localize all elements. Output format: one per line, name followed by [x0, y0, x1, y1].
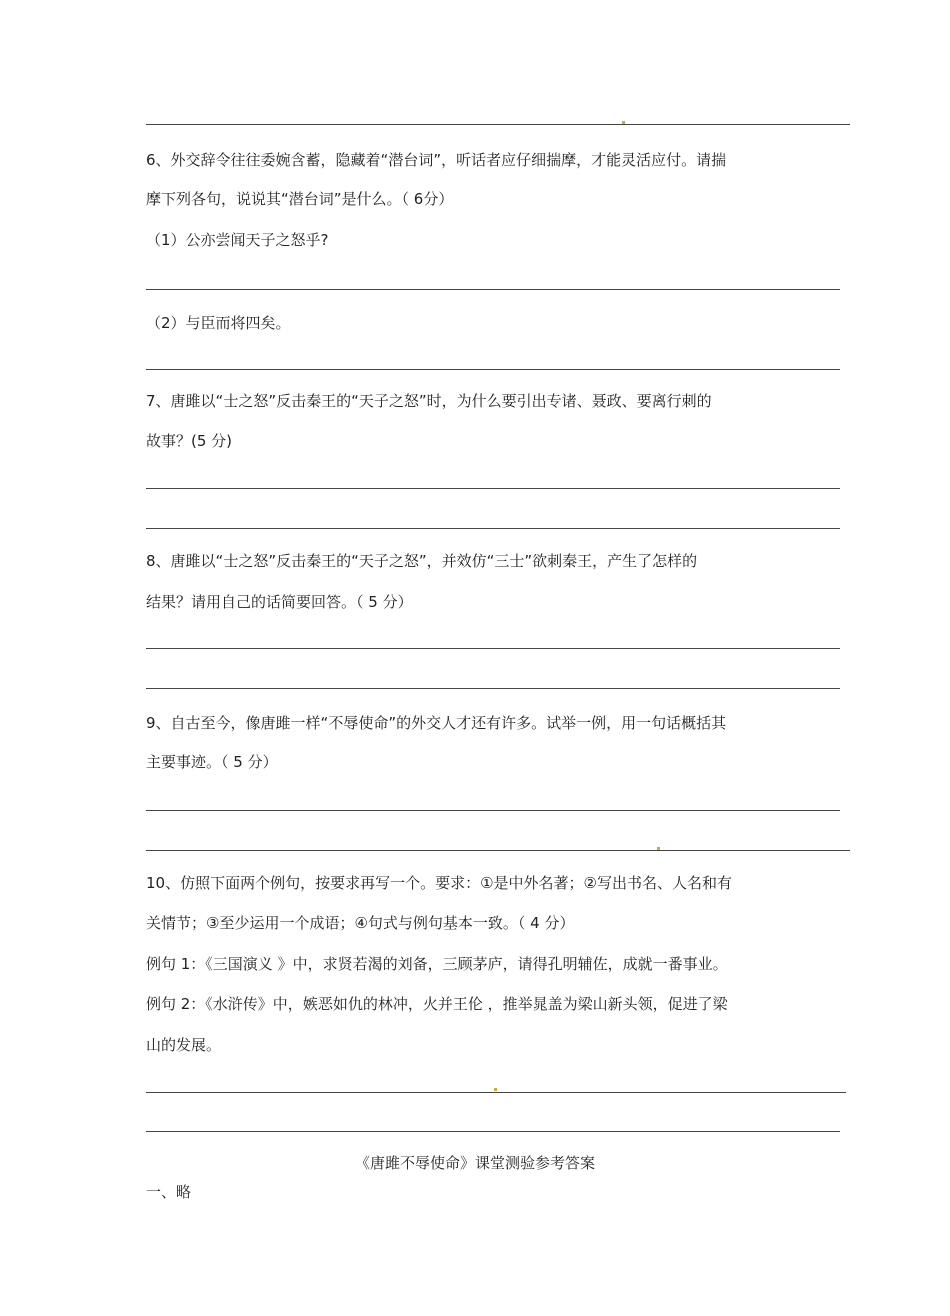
question-10-line-2: 关情节；③至少运用一个成语；④句式与例句基本一致。（ 4 分）	[146, 914, 575, 932]
example-1: 例句 1：《三国演义 》中，求贤若渴的刘备，三顾茅庐，请得孔明辅佐，成就一番事业。	[146, 955, 728, 973]
answer-line	[146, 528, 840, 529]
question-6-sub-2: （2）与臣而将四矣。	[146, 314, 291, 332]
question-9-line-2: 主要事迹。（ 5 分）	[146, 753, 278, 771]
example-2-continued: 山的发展。	[146, 1036, 222, 1054]
print-speck	[622, 121, 625, 124]
answer-item-1: 一、略	[146, 1183, 192, 1201]
answer-line	[146, 648, 840, 649]
print-speck	[494, 1088, 497, 1091]
example-2: 例句 2：《水浒传》中，嫉恶如仇的林冲，火并王伦 ，推举晁盖为梁山新头领，促进了梁	[146, 995, 728, 1013]
question-7-line-2: 故事？(5 分)	[146, 432, 233, 450]
answers-title: 《唐雎不辱使命》课堂测验参考答案	[354, 1154, 595, 1172]
question-9-line-1: 9、自古至今，像唐雎一样“不辱使命”的外交人才还有许多。试举一例，用一句话概括其	[146, 714, 727, 732]
answer-line	[146, 369, 840, 370]
answer-line	[146, 124, 850, 125]
print-speck	[657, 847, 660, 850]
answer-line	[146, 810, 840, 811]
answer-line	[146, 1131, 840, 1132]
question-8-line-1: 8、唐雎以“士之怒”反击秦王的“天子之怒”，并效仿“三士”欲刺秦王，产生了怎样的	[146, 552, 698, 570]
question-7-line-1: 7、唐雎以“士之怒”反击秦王的“天子之怒”时，为什么要引出专诸、聂政、要离行刺的	[146, 392, 712, 410]
question-6-line-1: 6、外交辞令往往委婉含蓄，隐藏着“潜台词”，听话者应仔细揣摩，才能灵活应付。请揣	[146, 151, 727, 169]
answer-line	[146, 1092, 846, 1093]
answer-line	[146, 488, 840, 489]
answer-line	[146, 289, 840, 290]
question-8-line-2: 结果？请用自己的话简要回答。（ 5 分）	[146, 593, 413, 611]
question-6-sub-1: （1）公亦尝闻天子之怒乎?	[146, 231, 329, 249]
answer-line	[146, 688, 840, 689]
question-6-line-2: 摩下列各句，说说其“潜台词”是什么。（ 6分）	[146, 190, 454, 208]
question-10-line-1: 10、仿照下面两个例句，按要求再写一个。要求：①是中外名著；②写出书名、人名和有	[146, 874, 732, 892]
answer-line	[146, 850, 850, 851]
